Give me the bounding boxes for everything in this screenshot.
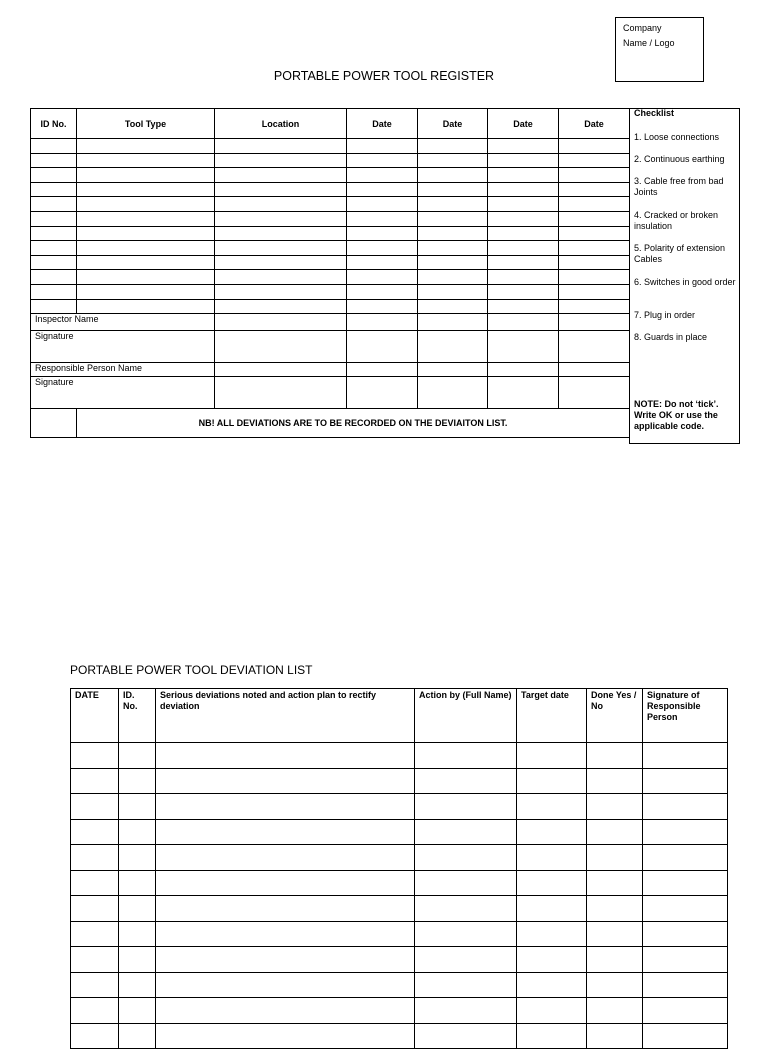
table-cell[interactable] xyxy=(347,241,418,256)
deviation-row xyxy=(71,768,728,794)
inspector-cell[interactable] xyxy=(559,314,630,331)
table-cell[interactable] xyxy=(559,241,630,256)
table-cell[interactable] xyxy=(31,153,77,168)
table-cell[interactable] xyxy=(347,139,418,154)
deviation-table xyxy=(70,688,728,1049)
signature2-row xyxy=(31,377,630,409)
table-cell[interactable] xyxy=(119,768,156,794)
table-cell[interactable] xyxy=(215,182,347,197)
register-row xyxy=(31,153,630,168)
table-cell[interactable] xyxy=(488,226,559,241)
table-cell[interactable] xyxy=(31,168,77,183)
table-cell[interactable] xyxy=(418,168,488,183)
header-date-4: Date xyxy=(559,109,630,139)
table-cell[interactable] xyxy=(587,972,643,998)
table-cell[interactable] xyxy=(31,226,77,241)
table-cell[interactable] xyxy=(215,241,347,256)
table-cell[interactable] xyxy=(215,211,347,226)
signature2-cell[interactable] xyxy=(418,377,488,409)
table-cell[interactable] xyxy=(488,153,559,168)
table-cell[interactable] xyxy=(156,845,415,871)
nb-deviation-notice: NB! ALL DEVIATIONS ARE TO BE RECORDED ON THE DEVIAITON LIST. xyxy=(77,409,630,438)
deviation-row xyxy=(71,972,728,998)
table-cell[interactable] xyxy=(559,139,630,154)
table-cell[interactable] xyxy=(71,896,119,922)
table-cell[interactable] xyxy=(643,896,728,922)
signature2-cell[interactable] xyxy=(347,377,418,409)
table-cell[interactable] xyxy=(71,819,119,845)
table-cell[interactable] xyxy=(643,794,728,820)
table-cell[interactable] xyxy=(77,270,215,285)
register-row xyxy=(31,182,630,197)
checklist-item: 5. Polarity of extension Cables xyxy=(634,243,726,264)
logo-line-1: Company xyxy=(623,23,662,33)
signature-cell[interactable] xyxy=(559,331,630,363)
register-table xyxy=(30,108,630,438)
table-cell[interactable] xyxy=(71,972,119,998)
table-cell[interactable] xyxy=(31,270,77,285)
responsible-cell[interactable] xyxy=(488,363,559,377)
table-cell[interactable] xyxy=(215,255,347,270)
table-cell[interactable] xyxy=(559,226,630,241)
table-cell[interactable] xyxy=(517,819,587,845)
register-row xyxy=(31,197,630,212)
table-cell[interactable] xyxy=(415,794,517,820)
table-cell[interactable] xyxy=(156,819,415,845)
table-cell[interactable] xyxy=(119,819,156,845)
deviation-header-row xyxy=(71,689,728,743)
table-cell[interactable] xyxy=(347,168,418,183)
table-cell[interactable] xyxy=(517,768,587,794)
table-cell[interactable] xyxy=(643,998,728,1024)
table-cell[interactable] xyxy=(31,284,77,299)
responsible-cell[interactable] xyxy=(559,363,630,377)
table-cell[interactable] xyxy=(215,284,347,299)
table-cell[interactable] xyxy=(156,972,415,998)
table-cell[interactable] xyxy=(156,794,415,820)
table-cell[interactable] xyxy=(488,139,559,154)
inspector-cell[interactable] xyxy=(488,314,559,331)
table-cell[interactable] xyxy=(488,255,559,270)
table-cell[interactable] xyxy=(418,255,488,270)
register-row xyxy=(31,270,630,285)
deviation-row xyxy=(71,921,728,947)
table-cell[interactable] xyxy=(559,182,630,197)
table-cell[interactable] xyxy=(517,972,587,998)
table-cell[interactable] xyxy=(517,998,587,1024)
table-cell[interactable] xyxy=(71,998,119,1024)
table-cell[interactable] xyxy=(415,921,517,947)
table-cell[interactable] xyxy=(215,226,347,241)
table-cell[interactable] xyxy=(156,998,415,1024)
dev-header-action-by: Action by (Full Name) xyxy=(415,689,517,743)
table-cell[interactable] xyxy=(643,768,728,794)
checklist-item: 3. Cable free from bad Joints xyxy=(634,176,724,197)
table-cell[interactable] xyxy=(517,794,587,820)
signature-row xyxy=(31,331,630,363)
table-cell[interactable] xyxy=(156,921,415,947)
table-cell[interactable] xyxy=(559,255,630,270)
dev-header-deviation: Serious deviations noted and action plan to rectify deviation xyxy=(156,689,415,743)
deviation-row xyxy=(71,819,728,845)
table-cell[interactable] xyxy=(31,241,77,256)
table-cell[interactable] xyxy=(415,768,517,794)
table-cell[interactable] xyxy=(418,241,488,256)
checklist-title: Checklist xyxy=(634,108,675,118)
deviation-row xyxy=(71,794,728,820)
table-cell[interactable] xyxy=(643,743,728,769)
table-cell[interactable] xyxy=(77,226,215,241)
table-cell[interactable] xyxy=(77,299,215,314)
inspector-cell[interactable] xyxy=(418,314,488,331)
table-cell[interactable] xyxy=(418,226,488,241)
table-cell[interactable] xyxy=(71,947,119,973)
header-location: Location xyxy=(215,109,347,139)
logo-line-2: Name / Logo xyxy=(623,38,675,48)
table-cell[interactable] xyxy=(415,972,517,998)
table-cell[interactable] xyxy=(587,768,643,794)
checklist-item: 6. Switches in good order xyxy=(634,277,736,287)
table-cell[interactable] xyxy=(587,794,643,820)
table-cell[interactable] xyxy=(559,168,630,183)
table-cell[interactable] xyxy=(119,896,156,922)
table-cell[interactable] xyxy=(418,211,488,226)
responsible-cell[interactable] xyxy=(418,363,488,377)
table-cell[interactable] xyxy=(517,947,587,973)
table-cell[interactable] xyxy=(119,743,156,769)
responsible-cell[interactable] xyxy=(347,363,418,377)
table-cell[interactable] xyxy=(156,947,415,973)
table-cell[interactable] xyxy=(517,1023,587,1049)
table-cell[interactable] xyxy=(71,794,119,820)
table-cell[interactable] xyxy=(587,921,643,947)
table-cell[interactable] xyxy=(347,153,418,168)
table-cell[interactable] xyxy=(156,1023,415,1049)
table-cell[interactable] xyxy=(559,284,630,299)
table-cell[interactable] xyxy=(347,284,418,299)
signature2-label: Signature xyxy=(31,377,215,409)
table-cell[interactable] xyxy=(347,211,418,226)
dev-header-id: ID. No. xyxy=(119,689,156,743)
table-cell[interactable] xyxy=(488,168,559,183)
table-cell[interactable] xyxy=(488,299,559,314)
header-id-no: ID No. xyxy=(31,109,77,139)
table-cell[interactable] xyxy=(347,255,418,270)
table-cell[interactable] xyxy=(559,270,630,285)
table-cell[interactable] xyxy=(77,197,215,212)
table-cell[interactable] xyxy=(587,1023,643,1049)
table-cell[interactable] xyxy=(77,284,215,299)
table-cell[interactable] xyxy=(559,211,630,226)
table-cell[interactable] xyxy=(587,870,643,896)
register-row xyxy=(31,241,630,256)
table-cell[interactable] xyxy=(415,845,517,871)
responsible-row xyxy=(31,363,630,377)
table-cell[interactable] xyxy=(215,139,347,154)
table-cell[interactable] xyxy=(643,947,728,973)
table-cell[interactable] xyxy=(347,270,418,285)
table-cell[interactable] xyxy=(488,211,559,226)
dev-header-done: Done Yes / No xyxy=(587,689,643,743)
checklist-item: 2. Continuous earthing xyxy=(634,154,725,164)
inspector-row xyxy=(31,314,630,331)
register-row xyxy=(31,211,630,226)
table-cell[interactable] xyxy=(31,299,77,314)
signature-cell[interactable] xyxy=(347,331,418,363)
table-cell[interactable] xyxy=(415,947,517,973)
register-row xyxy=(31,168,630,183)
table-cell[interactable] xyxy=(71,1023,119,1049)
signature2-cell[interactable] xyxy=(559,377,630,409)
table-cell[interactable] xyxy=(415,1023,517,1049)
table-cell[interactable] xyxy=(71,768,119,794)
signature-label: Signature xyxy=(31,331,215,363)
table-cell[interactable] xyxy=(71,845,119,871)
table-cell[interactable] xyxy=(156,743,415,769)
table-cell[interactable] xyxy=(415,998,517,1024)
checklist-item: 1. Loose connections xyxy=(634,132,720,142)
signature-cell[interactable] xyxy=(488,331,559,363)
table-cell[interactable] xyxy=(215,153,347,168)
deviation-row xyxy=(71,998,728,1024)
table-cell[interactable] xyxy=(418,284,488,299)
signature-cell[interactable] xyxy=(418,331,488,363)
table-cell[interactable] xyxy=(31,182,77,197)
inspector-cell[interactable] xyxy=(347,314,418,331)
deviation-row xyxy=(71,845,728,871)
table-cell[interactable] xyxy=(488,241,559,256)
table-cell[interactable] xyxy=(643,870,728,896)
table-cell[interactable] xyxy=(643,1023,728,1049)
nb-row xyxy=(31,409,630,438)
table-cell[interactable] xyxy=(156,896,415,922)
table-cell[interactable] xyxy=(77,153,215,168)
register-row xyxy=(31,139,630,154)
deviation-row xyxy=(71,896,728,922)
table-cell[interactable] xyxy=(215,197,347,212)
table-cell[interactable] xyxy=(156,768,415,794)
table-cell[interactable] xyxy=(415,819,517,845)
table-cell[interactable] xyxy=(31,197,77,212)
table-cell[interactable] xyxy=(643,845,728,871)
table-cell[interactable] xyxy=(643,819,728,845)
table-cell[interactable] xyxy=(347,226,418,241)
table-cell[interactable] xyxy=(517,896,587,922)
table-cell[interactable] xyxy=(119,845,156,871)
deviation-row xyxy=(71,947,728,973)
table-cell[interactable] xyxy=(77,255,215,270)
register-row xyxy=(31,255,630,270)
table-cell[interactable] xyxy=(418,182,488,197)
table-cell[interactable] xyxy=(559,153,630,168)
table-cell[interactable] xyxy=(156,870,415,896)
table-cell[interactable] xyxy=(119,870,156,896)
table-cell[interactable] xyxy=(418,139,488,154)
table-cell[interactable] xyxy=(418,299,488,314)
table-cell[interactable] xyxy=(415,870,517,896)
deviation-row xyxy=(71,870,728,896)
table-cell[interactable] xyxy=(119,947,156,973)
table-cell[interactable] xyxy=(643,972,728,998)
register-row xyxy=(31,226,630,241)
table-cell[interactable] xyxy=(119,1023,156,1049)
header-tool-type: Tool Type xyxy=(77,109,215,139)
table-cell[interactable] xyxy=(415,743,517,769)
table-cell[interactable] xyxy=(643,921,728,947)
table-cell[interactable] xyxy=(215,168,347,183)
table-cell[interactable] xyxy=(418,197,488,212)
table-cell[interactable] xyxy=(77,211,215,226)
table-cell[interactable] xyxy=(77,168,215,183)
responsible-person-label: Responsible Person Name xyxy=(31,363,215,377)
inspector-cell[interactable] xyxy=(215,314,347,331)
dev-header-date: DATE xyxy=(71,689,119,743)
table-cell[interactable] xyxy=(587,998,643,1024)
deviation-title: PORTABLE POWER TOOL DEVIATION LIST xyxy=(70,663,313,677)
table-cell[interactable] xyxy=(587,743,643,769)
table-cell[interactable] xyxy=(488,270,559,285)
table-cell[interactable] xyxy=(517,870,587,896)
table-cell[interactable] xyxy=(77,241,215,256)
register-header-row xyxy=(31,109,630,139)
table-cell[interactable] xyxy=(488,284,559,299)
table-cell[interactable] xyxy=(347,299,418,314)
table-cell[interactable] xyxy=(517,921,587,947)
table-cell[interactable] xyxy=(488,182,559,197)
deviation-row xyxy=(71,743,728,769)
table-cell[interactable] xyxy=(71,870,119,896)
signature2-cell[interactable] xyxy=(488,377,559,409)
table-cell[interactable] xyxy=(119,972,156,998)
table-cell[interactable] xyxy=(31,255,77,270)
checklist-item: 4. Cracked or broken insulation xyxy=(634,210,719,231)
deviation-row xyxy=(71,1023,728,1049)
table-cell[interactable] xyxy=(77,139,215,154)
table-cell[interactable] xyxy=(347,182,418,197)
register-row xyxy=(31,299,630,314)
table-cell[interactable] xyxy=(587,947,643,973)
table-cell[interactable] xyxy=(587,845,643,871)
signature2-cell[interactable] xyxy=(215,377,347,409)
table-cell[interactable] xyxy=(119,794,156,820)
inspector-name-label: Inspector Name xyxy=(31,314,215,331)
register-row xyxy=(31,284,630,299)
table-cell[interactable] xyxy=(119,921,156,947)
header-date-3: Date xyxy=(488,109,559,139)
header-date-2: Date xyxy=(418,109,488,139)
register-title: PORTABLE POWER TOOL REGISTER xyxy=(273,69,495,83)
checklist-panel xyxy=(629,108,740,444)
table-cell[interactable] xyxy=(347,197,418,212)
table-cell[interactable] xyxy=(415,896,517,922)
table-cell[interactable] xyxy=(31,139,77,154)
table-cell[interactable] xyxy=(215,270,347,285)
responsible-cell[interactable] xyxy=(215,363,347,377)
table-cell[interactable] xyxy=(215,299,347,314)
signature-cell[interactable] xyxy=(215,331,347,363)
table-cell[interactable] xyxy=(119,998,156,1024)
checklist-item: 7. Plug in order xyxy=(634,310,696,320)
dev-header-signature: Signature of Responsible Person xyxy=(643,689,728,743)
table-cell[interactable] xyxy=(71,921,119,947)
header-date-1: Date xyxy=(347,109,418,139)
table-cell[interactable] xyxy=(517,743,587,769)
table-cell[interactable] xyxy=(418,153,488,168)
table-cell[interactable] xyxy=(587,819,643,845)
table-cell[interactable] xyxy=(587,896,643,922)
table-cell[interactable] xyxy=(488,197,559,212)
table-cell[interactable] xyxy=(31,211,77,226)
table-cell[interactable] xyxy=(71,743,119,769)
table-cell[interactable] xyxy=(559,197,630,212)
dev-header-target-date: Target date xyxy=(517,689,587,743)
table-cell[interactable] xyxy=(559,299,630,314)
nb-blank-cell xyxy=(31,409,77,438)
table-cell[interactable] xyxy=(418,270,488,285)
table-cell[interactable] xyxy=(77,182,215,197)
checklist-note: NOTE: Do not ‘tick’. Write OK or use the applicable code. xyxy=(634,399,719,431)
checklist-item: 8. Guards in place xyxy=(634,332,708,342)
table-cell[interactable] xyxy=(517,845,587,871)
